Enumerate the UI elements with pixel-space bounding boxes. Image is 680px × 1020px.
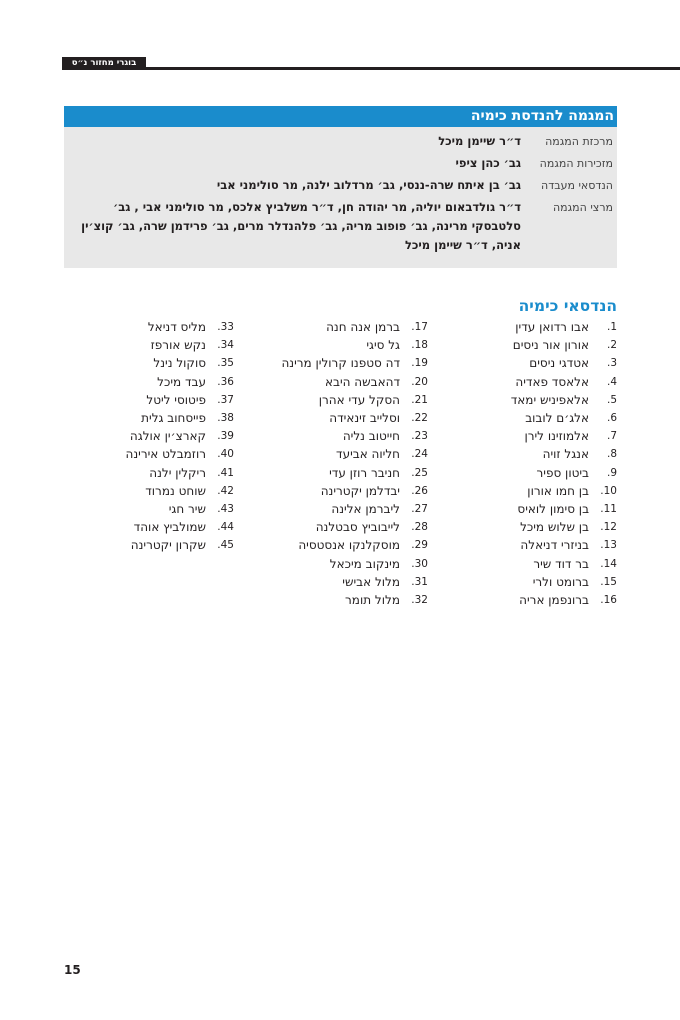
graduate-item <box>258 464 428 482</box>
graduate-name: מינקוב מיכאל <box>329 556 400 571</box>
committee-title: המגמה להנדסת כימיה <box>64 106 617 127</box>
graduate-item <box>258 500 428 518</box>
committee-names: ד״ר שיימן מיכל <box>438 134 521 148</box>
graduate-number: 17. <box>411 321 428 334</box>
graduate-number: 32. <box>411 593 428 606</box>
committee-role: מרצי המגמה <box>552 201 613 214</box>
graduate-name: דהאבשה היבא <box>325 374 400 389</box>
graduate-item <box>64 391 234 409</box>
graduate-name: שקרון יקטרינה <box>130 538 206 553</box>
graduate-name: ברונפמן אריה <box>519 592 589 607</box>
graduate-item <box>447 354 617 372</box>
graduate-name: מלול אבישי <box>342 574 400 589</box>
graduate-item <box>64 318 234 336</box>
graduate-number: 7. <box>606 430 617 443</box>
graduate-name: שמולביץ אוהד <box>133 520 206 535</box>
graduate-number: 42. <box>217 484 234 497</box>
graduate-number: 24. <box>411 448 428 461</box>
graduate-item <box>64 482 234 500</box>
graduate-item <box>447 554 617 572</box>
graduate-number: 27. <box>411 502 428 515</box>
graduate-number: 12. <box>600 521 617 534</box>
graduate-number: 8. <box>606 448 617 461</box>
graduate-name: הסקל עדי אהרן <box>318 392 400 407</box>
committee-row <box>64 127 617 151</box>
graduate-item <box>447 500 617 518</box>
graduate-name: בר דוד שיר <box>533 556 589 571</box>
graduate-name: ליברמן אלינה <box>331 501 400 516</box>
graduate-name: פיטוסי ליטל <box>146 392 206 407</box>
graduate-name: מליס דניאל <box>147 320 206 335</box>
graduate-item <box>64 354 234 372</box>
graduate-name: לייבוביץ סבטלנה <box>315 520 400 535</box>
graduate-name: גל סיגי <box>366 338 400 353</box>
committee-row <box>64 151 617 173</box>
graduate-item <box>447 318 617 336</box>
graduate-name: מלול תומר <box>345 592 400 607</box>
graduate-name: אבו רדואן עדין <box>515 320 589 335</box>
graduate-name: חליוה אביעד <box>336 447 400 462</box>
graduate-number: 26. <box>411 484 428 497</box>
graduate-name: שוחט נמרוד <box>145 483 206 498</box>
graduate-number: 16. <box>600 593 617 606</box>
graduate-name: ברומט ולרי <box>532 574 589 589</box>
graduate-name: וסלייב זינאידה <box>329 411 400 426</box>
graduate-name: רוזמבלט אירינה <box>125 447 206 462</box>
graduates-column-2 <box>258 318 428 609</box>
graduate-number: 44. <box>217 521 234 534</box>
graduate-item <box>258 445 428 463</box>
graduate-number: 35. <box>217 357 234 370</box>
graduate-name: אטדגי ניסים <box>529 356 589 371</box>
graduate-name: אלאסד פאדיה <box>515 374 589 389</box>
committee-names: גב׳ כהן ציפי <box>455 156 521 170</box>
committee-role: הנדסאי מעבדה <box>541 179 613 192</box>
graduate-name: בניזרי דניאלה <box>520 538 589 553</box>
graduate-item <box>64 445 234 463</box>
graduate-number: 3. <box>606 357 617 370</box>
graduate-name: בן שלוש מיכל <box>520 520 589 535</box>
graduate-number: 10. <box>600 484 617 497</box>
graduate-item <box>258 409 428 427</box>
graduate-name: חניבר רוזן עדי <box>329 465 400 480</box>
graduate-item <box>447 336 617 354</box>
graduate-item <box>64 427 234 445</box>
graduate-name: ביטון ספיר <box>536 465 589 480</box>
graduate-number: 5. <box>606 393 617 406</box>
graduate-item <box>258 373 428 391</box>
graduate-number: 40. <box>217 448 234 461</box>
graduate-name: אלמוזינו לירן <box>524 429 589 444</box>
graduate-name: יבדלמן יקטרינה <box>320 483 400 498</box>
graduate-number: 23. <box>411 430 428 443</box>
graduate-number: 25. <box>411 466 428 479</box>
graduate-number: 36. <box>217 375 234 388</box>
graduate-number: 9. <box>606 466 617 479</box>
graduate-number: 38. <box>217 412 234 425</box>
graduate-item <box>447 573 617 591</box>
graduate-name: ריקלין ילנה <box>149 465 206 480</box>
graduate-name: שיר חגי <box>168 501 206 516</box>
graduate-name: אנגל זויה <box>542 447 589 462</box>
graduate-item <box>64 518 234 536</box>
graduate-item <box>447 445 617 463</box>
graduate-item <box>258 391 428 409</box>
graduate-item <box>258 318 428 336</box>
graduate-name: קארצ׳ין אולגה <box>129 429 206 444</box>
graduate-number: 13. <box>600 539 617 552</box>
committee-panel <box>64 106 617 268</box>
committee-rows <box>64 127 617 255</box>
graduate-number: 31. <box>411 575 428 588</box>
graduate-name: אלג׳ם לובוב <box>525 411 589 426</box>
graduate-name: דה סטפנו קרולין מרינה <box>281 356 400 371</box>
graduate-name: מוסקלנקו אנסטסיה <box>298 538 400 553</box>
graduate-item <box>64 536 234 554</box>
graduate-item <box>447 427 617 445</box>
graduate-name: ברמן אנה חנה <box>326 320 400 335</box>
page-number: 15 <box>64 963 81 977</box>
graduate-item <box>447 518 617 536</box>
graduate-number: 6. <box>606 412 617 425</box>
graduate-item <box>64 500 234 518</box>
graduate-name: חייטוב נליה <box>342 429 400 444</box>
graduate-name: נקש אורפז <box>150 338 206 353</box>
graduate-number: 1. <box>606 321 617 334</box>
graduate-number: 39. <box>217 430 234 443</box>
graduate-item <box>258 536 428 554</box>
graduate-item <box>447 482 617 500</box>
graduate-item <box>258 482 428 500</box>
graduate-number: 19. <box>411 357 428 370</box>
graduate-name: עבד מיכל <box>157 374 206 389</box>
graduates-column-1 <box>447 318 617 609</box>
graduate-item <box>447 373 617 391</box>
committee-row <box>64 173 617 195</box>
graduates-title: הנדסאי כימיה <box>518 297 617 315</box>
graduate-number: 14. <box>600 557 617 570</box>
graduate-item <box>258 354 428 372</box>
graduate-number: 37. <box>217 393 234 406</box>
graduate-number: 30. <box>411 557 428 570</box>
graduate-item <box>447 391 617 409</box>
committee-row <box>64 195 617 255</box>
graduate-name: סוקול נינל <box>153 356 206 371</box>
graduate-name: בן חמו אורון <box>527 483 589 498</box>
graduate-item <box>64 409 234 427</box>
graduate-number: 11. <box>600 502 617 515</box>
graduates-column-3 <box>64 318 234 554</box>
graduate-item <box>258 518 428 536</box>
committee-role: מזכירות המגמה <box>539 157 613 170</box>
committee-role: מרכזת המגמה <box>545 135 613 148</box>
graduate-item <box>258 336 428 354</box>
committee-names: ד״ר גולדבאום יוליה, מר יהודה חן, ד״ר משלביץ אלכס, מר סולימני אבי , גב׳ סלטבסקי מרינה, גב׳ פופוב מריה, גב׳ פלהנדלר מרים, גב׳ פרידמן שרה, גב׳ קוצ׳ין אניה, ד״ר שיימן מיכל <box>81 200 521 252</box>
graduate-item <box>258 554 428 572</box>
graduate-number: 20. <box>411 375 428 388</box>
graduate-item <box>447 409 617 427</box>
graduate-number: 15. <box>600 575 617 588</box>
graduate-number: 4. <box>606 375 617 388</box>
committee-names: גב׳ בן איתח שרה-ננסי, גב׳ מרדלוב ילנה, מר סולימני אבי <box>216 178 521 192</box>
graduate-item <box>258 591 428 609</box>
header-bar <box>62 57 680 70</box>
graduate-item <box>258 573 428 591</box>
graduate-number: 34. <box>217 339 234 352</box>
graduate-number: 45. <box>217 539 234 552</box>
graduate-number: 22. <box>411 412 428 425</box>
graduate-number: 18. <box>411 339 428 352</box>
graduate-item <box>64 464 234 482</box>
graduate-name: אורון אור ניסים <box>512 338 589 353</box>
graduate-name: בן סימון לואיס <box>517 501 589 516</box>
graduate-item <box>64 373 234 391</box>
graduate-number: 29. <box>411 539 428 552</box>
graduate-number: 2. <box>606 339 617 352</box>
graduate-name: פייסחוב גלית <box>141 411 206 426</box>
graduate-number: 28. <box>411 521 428 534</box>
header-label: בוגרי מחזור נ״ס <box>62 57 146 69</box>
graduate-item <box>64 336 234 354</box>
graduate-item <box>447 591 617 609</box>
graduate-number: 33. <box>217 321 234 334</box>
graduate-item <box>258 427 428 445</box>
graduate-item <box>447 464 617 482</box>
graduate-number: 43. <box>217 502 234 515</box>
graduate-number: 21. <box>411 393 428 406</box>
graduate-item <box>447 536 617 554</box>
graduate-number: 41. <box>217 466 234 479</box>
graduate-name: אלאפיניש ימאד <box>510 392 589 407</box>
